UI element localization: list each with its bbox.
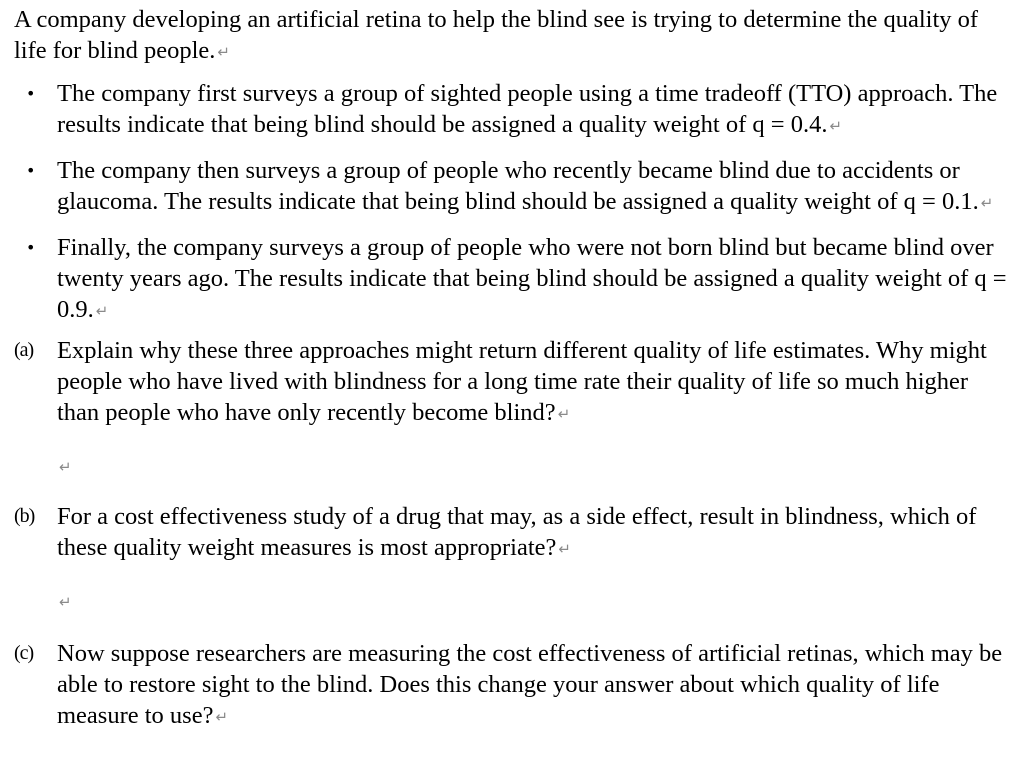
question-c-text: Now suppose researchers are measuring the cost effectiveness of artificial retinas, which may be able to restore sight to the blind. Does this change your answer about which quality of life measure to use?: [57, 640, 1003, 729]
bullet-item-1: [14, 78, 1014, 142]
intro-paragraph: [14, 4, 1014, 68]
bullet-text-1: The company first surveys a group of sighted people using a time tradeoff (TTO) approach. The results indicate that being blind should be assigned a quality weight of q = 0.4.: [57, 80, 998, 138]
question-b: [14, 501, 1014, 565]
paragraph-mark-icon: ↵: [557, 405, 571, 423]
bullet-item-2: [14, 155, 1014, 219]
paragraph-mark-icon: ↵: [829, 117, 843, 135]
question-b-text: For a cost effectiveness study of a drug that may, as a side effect, result in blindness, which of these quality weight measures is most appropriate?: [57, 503, 977, 561]
question-a-letter: (a): [14, 339, 34, 361]
question-a: [14, 335, 1014, 430]
intro-text: A company developing an artificial retina to help the blind see is trying to determine the quality of life for blind people.: [14, 6, 979, 64]
paragraph-mark-icon: ↵: [95, 302, 109, 320]
empty-paragraph: [14, 585, 1014, 616]
question-c: [14, 638, 1014, 733]
bullet-icon: •: [26, 238, 36, 257]
document-page: [14, 4, 1014, 733]
paragraph-mark-icon: ↵: [59, 458, 72, 476]
paragraph-mark-icon: ↵: [217, 43, 230, 61]
empty-paragraph: [14, 450, 1014, 481]
bullet-icon: •: [26, 84, 36, 103]
paragraph-mark-icon: ↵: [980, 194, 994, 212]
paragraph-mark-icon: ↵: [558, 540, 571, 558]
bullet-icon: •: [26, 161, 36, 180]
question-a-text: Explain why these three approaches might return different quality of life estimates. Why might people who have lived with blindness for a long time rate their quality of life so much higher than people who have only recently become blind?: [57, 337, 987, 426]
bullet-text-3: Finally, the company surveys a group of people who were not born blind but became blind over twenty years ago. The results indicate that being blind should be assigned a quality weight of q = 0.9.: [57, 234, 1007, 323]
bullet-text-2: The company then surveys a group of people who recently became blind due to accidents or glaucoma. The results indicate that being blind should be assigned a quality weight of q = 0.1.: [57, 157, 979, 215]
bullet-item-3: [14, 232, 1014, 327]
question-b-letter: (b): [14, 505, 35, 527]
question-c-letter: (c): [14, 642, 34, 664]
paragraph-mark-icon: ↵: [215, 708, 229, 726]
paragraph-mark-icon: ↵: [59, 593, 72, 611]
